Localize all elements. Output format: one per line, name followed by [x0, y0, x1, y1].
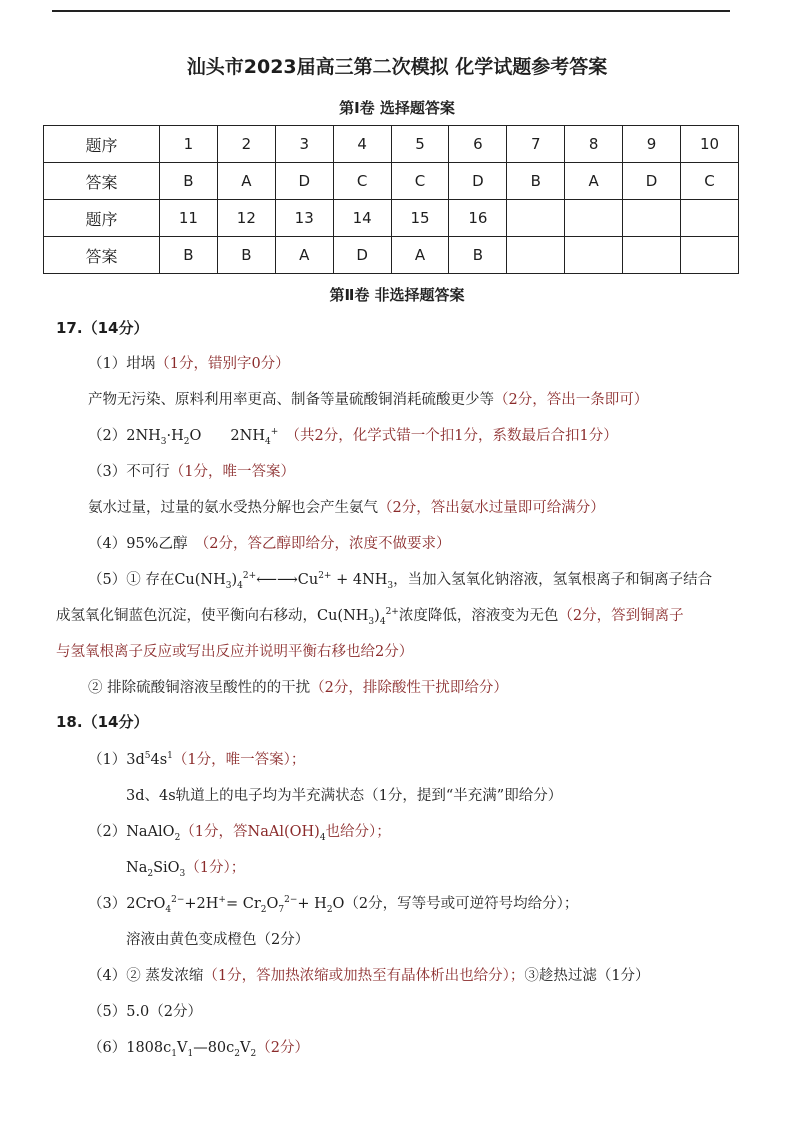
answer-cell: B [160, 163, 218, 200]
section-title-choice: 第Ⅰ卷 选择题答案 [339, 99, 455, 117]
question-number: 9 [623, 126, 681, 163]
section-title-non-choice: 第Ⅱ卷 非选择题答案 [329, 286, 465, 304]
q18-answer-3: $(3)2CrO_4^{2-}+2H^+= Cr_2O_7^{2-}+ H_2O(2$分，写等号或可逆符号均给分）； [88, 895, 579, 915]
scoring-note: 也给分）； [325, 824, 391, 840]
q17-answer-4 [88, 534, 450, 554]
answer-cell: D [449, 163, 507, 200]
answer-text: （5）① 存在Cu(NH [88, 572, 226, 588]
question-number: 4 [333, 126, 391, 163]
scoring-note: （2分，答乙醇即给分，浓度不做要求） [201, 536, 451, 552]
question-number: 7 [507, 126, 565, 163]
answer-text: O [266, 896, 279, 912]
table-row [44, 200, 739, 237]
answer-cell: A [275, 237, 333, 274]
question-number: 2 [217, 126, 275, 163]
answer-cell: D [333, 237, 391, 274]
scoring-note: （1分，答NaAl(OH) [180, 824, 320, 840]
answer-text: 产物无污染、原料利用率更高、制备等量硫酸铜消耗硫酸更少等 [88, 392, 494, 408]
table-row [44, 237, 739, 274]
scoring-note: （1分，唯一答案） [169, 464, 295, 480]
answer-text: （3）2CrO [88, 896, 166, 912]
answer-text: + H [297, 896, 327, 912]
q18-answer-2: （2）NaAlO$_2$（1分，答$NaAl(OH)_4$也给分）； [88, 824, 391, 843]
answer-table [43, 125, 739, 274]
answer-text: = Cr [225, 896, 261, 912]
question-18-heading: 18.（14分） [56, 713, 149, 731]
answer-text: （3）不可行 [88, 464, 170, 480]
question-number: 6 [449, 126, 507, 163]
answer-text: —80c [193, 1040, 235, 1056]
answer-text: （2）2NH [88, 428, 161, 444]
row-label: 答案 [44, 163, 160, 200]
empty-cell [681, 237, 739, 274]
answer-cell: A [565, 163, 623, 200]
top-rule [52, 10, 730, 12]
question-number: 10 [681, 126, 739, 163]
empty-cell [681, 200, 739, 237]
answer-text: 成氢氧化铜蓝色沉淀，使平衡向右移动，Cu(NH [56, 608, 369, 624]
empty-cell [565, 200, 623, 237]
answer-text: V [176, 1040, 188, 1056]
page-title: 汕头市2023届高三第二次模拟 化学试题参考答案 [186, 56, 608, 78]
question-number: 12 [217, 200, 275, 237]
q18-answer-6: $(6)1808c_1V_1—80c_2V_2(2$分） [88, 1040, 309, 1059]
empty-cell [565, 237, 623, 274]
scoring-note: （1分，错别字0分） [155, 356, 290, 372]
answer-cell: A [217, 163, 275, 200]
q17-answer-5-1: （5）① 存在$Cu(NH_3)_4^{2+}⟵⟶Cu^{2+} + 4NH_3$，当加入氢氧化钠溶液，氢氧根离子和铜离子结合 [88, 571, 713, 591]
question-number: 16 [449, 200, 507, 237]
answer-cell: A [391, 237, 449, 274]
answer-text: （2）NaAlO [88, 824, 175, 840]
answer-text: ② 排除硫酸铜溶液呈酸性的的干扰 [88, 680, 311, 696]
q17-answer-1 [88, 354, 290, 374]
scoring-note: （2分） [256, 1040, 309, 1056]
empty-cell [507, 237, 565, 274]
scoring-note: （2分，答出氨水过量即可给满分） [378, 500, 605, 516]
question-number: 3 [275, 126, 333, 163]
answer-cell: C [391, 163, 449, 200]
question-number: 5 [391, 126, 449, 163]
q17-answer-3-reason [88, 498, 605, 518]
q17-answer-5-2 [88, 678, 508, 698]
q18-answer-2-b: $Na_2SiO_3(1$分）； [126, 860, 246, 879]
answer-text: （6）1808c [88, 1040, 172, 1056]
answer-cell: C [333, 163, 391, 200]
answer-text: 氨水过量，过量的氨水受热分解也会产生氨气 [88, 500, 378, 516]
answer-text: Na [126, 860, 148, 876]
q18-answer-1-reason: 3d、4s轨道上的电子均为半充满状态（1分，提到“半充满”即给分） [126, 788, 563, 804]
empty-cell [623, 237, 681, 274]
question-number: 11 [160, 200, 218, 237]
answer-cell: B [217, 237, 275, 274]
answer-cell: C [681, 163, 739, 200]
scoring-note: （2分，答出一条即可） [494, 392, 649, 408]
question-number: 1 [160, 126, 218, 163]
table-row [44, 126, 739, 163]
answer-cell: B [160, 237, 218, 274]
scoring-note: （1分）； [185, 860, 246, 876]
answer-text: ，当加入氢氧化钠溶液，氢氧根离子和铜离子结合 [393, 572, 713, 588]
answer-text: （4）95%乙醇 [88, 536, 188, 552]
q18-answer-1: $(1)3d^54s^1(1$分，唯一答案）； [88, 751, 306, 768]
answer-text: O 2NH [189, 428, 265, 444]
scoring-note: （共2分，化学式错一个扣1分，系数最后合扣1分） [292, 428, 618, 444]
answer-cell: D [623, 163, 681, 200]
scoring-note: （1分，答加热浓缩或加热至有晶体析出也给分）； [203, 968, 525, 984]
answer-text: +2H [184, 896, 219, 912]
answer-text: ③趁热过滤（1分） [524, 968, 650, 984]
q18-answer-5: （5）5.0（2分） [88, 1004, 203, 1020]
q17-answer-2: $(2)2NH_3\cdot H_2O$ $2NH_4^+$ （共2分，化学式错一个扣1分，系数最后合扣1分） [88, 427, 618, 447]
q17-answer-5-1-cont: 成氢氧化铜蓝色沉淀，使平衡向右移动，$Cu(NH_3)_4^{2+}$浓度降低，溶液变为无色（2分，答到铜离子 [56, 607, 684, 627]
answer-cell: D [275, 163, 333, 200]
answer-cell: B [507, 163, 565, 200]
row-label: 答案 [44, 237, 160, 274]
answer-text: 浓度降低，溶液变为无色 [398, 608, 559, 624]
scoring-note: （1分，唯一答案）； [172, 752, 306, 768]
q18-answer-4 [88, 966, 650, 986]
answer-text: （1）坩埚 [88, 356, 156, 372]
answer-text: ·H [166, 428, 184, 444]
question-number: 15 [391, 200, 449, 237]
question-number: 14 [333, 200, 391, 237]
answer-text: V [240, 1040, 251, 1056]
answer-text: SiO [153, 860, 180, 876]
q17-answer-1-reason [88, 390, 648, 410]
empty-cell [507, 200, 565, 237]
answer-cell: B [449, 237, 507, 274]
answer-text: （4）② 蒸发浓缩 [88, 968, 204, 984]
question-17-heading: 17.（14分） [56, 319, 149, 337]
answer-text: （1）3d [88, 752, 145, 768]
question-number: 13 [275, 200, 333, 237]
answer-text: 4s [150, 752, 168, 768]
scoring-note: 与氢氧根离子反应或写出反应并说明平衡右移也给2分） [56, 644, 414, 660]
answer-text: O（2分，写等号或可逆符号均给分）； [332, 896, 579, 912]
equilibrium-arrow: ⟵⟶Cu [256, 572, 319, 588]
row-label: 题序 [44, 200, 160, 237]
question-number: 8 [565, 126, 623, 163]
scoring-note: （2分，答到铜离子 [558, 608, 684, 624]
q18-answer-3-b: 溶液由黄色变成橙色（2分） [126, 932, 310, 948]
empty-cell [623, 200, 681, 237]
answer-text: + 4NH [331, 572, 388, 588]
q17-answer-3 [88, 462, 295, 482]
table-row [44, 163, 739, 200]
scoring-note: （2分，排除酸性干扰即给分） [310, 680, 508, 696]
row-label: 题序 [44, 126, 160, 163]
